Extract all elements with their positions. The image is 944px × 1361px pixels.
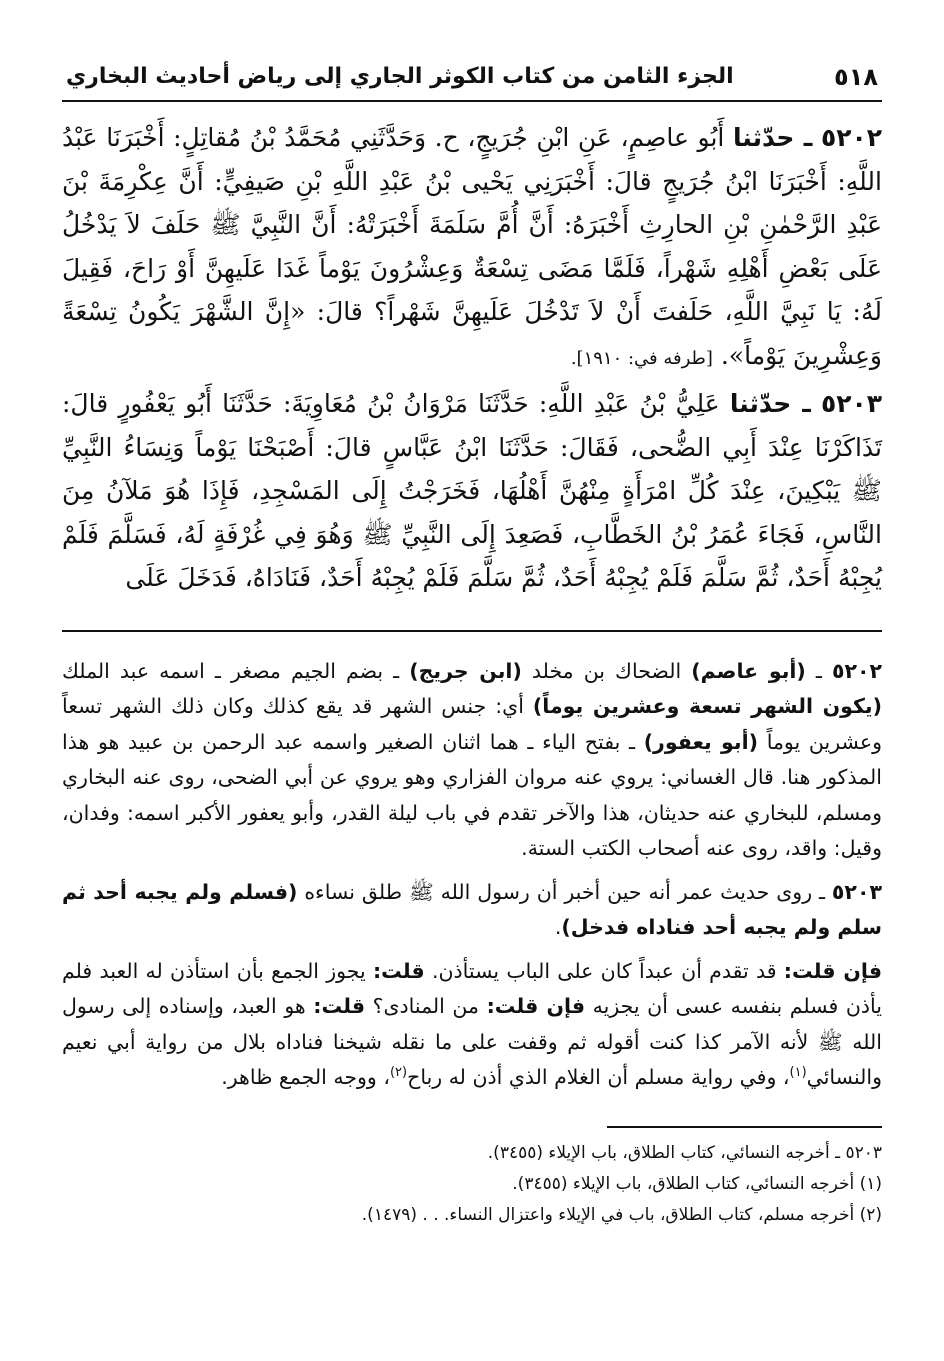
footnote: (٢) أخرجه مسلم، كتاب الطلاق، باب في الإيلاء واعتزال النساء. . . (١٤٧٩).	[361, 1204, 882, 1225]
hadith-body: عَلِيُّ بْنُ عَبْدِ اللَّهِ: حَدَّثَنَا مَرْوَانُ بْنُ مُعَاوِيَةَ: حَدَّثَنَا أَبُو يَعْفُورٍ قالَ: تَذَاكَرْنَا عِنْدَ أَبِي الضُّحى، فَقَالَ: حَدَّثَنَا ابْنُ عَبَّاسٍ قالَ: أَصْبَحْنَا يَوْماً وَنِسَاءُ النَّبِيِّ ﷺ يَبْكِينَ، عِنْدَ كُلِّ امْرَأَةٍ مِنْهُنَّ أَهْلُهَا، فَخَرَجْتُ إِلَى المَسْجِدِ، فَإِذَا هُوَ مَلآنُ مِنَ النَّاسِ، فَجَاءَ عُمَرُ بْنُ الخَطَّابِ، فَصَعِدَ إِلَى النَّبِيِّ ﷺ وَهُوَ فِي غُرْفَةٍ لَهُ، فَسَلَّمَ فَلَمْ يُجِبْهُ أَحَدٌ، ثُمَّ سَلَّمَ فَلَمْ يُجِبْهُ أَحَدٌ، ثُمَّ سَلَّمَ فَلَمْ يُجِبْهُ أَحَدٌ، فَنَادَاهُ، فَدَخَلَ عَلَى	[62, 389, 882, 592]
hadith-5203	[62, 382, 882, 600]
commentary	[62, 654, 882, 1096]
commentary-text: ، وفي رواية مسلم أن الغلام الذي أذن له رباح	[407, 1065, 790, 1089]
commentary-number: ٥٢٠٣	[831, 879, 882, 904]
question-marker: فإن قلت:	[783, 958, 882, 983]
commentary-text: يجوز الجمع بأن استأذن له العبد فلم يأذن فسلم بنفسه عسى أن يجزيه	[62, 958, 882, 1018]
page-number: ٥١٨	[834, 63, 878, 91]
commentary-text: ، ووجه الجمع ظاهر.	[221, 1065, 390, 1089]
commentary-discussion	[62, 954, 882, 1096]
commentary-5203	[62, 875, 882, 946]
footnote-marker[interactable]: (١)	[789, 1065, 807, 1081]
hadith-lead: ـ حدّثنا	[732, 123, 813, 152]
answer-marker: قلت:	[313, 994, 365, 1018]
commentary-text: ـ بفتح الياء ـ هما اثنان الصغير واسمه عبد الرحمن بن عبيد هو هذا المذكور هنا. قال الغساني: يروي عنه مروان الفزاري وهو يروي عن أبي الضحى، روى عنه البخاري ومسلم، للبخاري عنه حديثان، هذا والآخر تقدم في باب ليلة القدر، وأبو يعفور الأكبر اسمه: وفدان، وقيل: واقد، روى عنه أصحاب الكتب الستة.	[62, 729, 882, 860]
commentary-text: ـ بضم الجيم مصغر ـ اسمه عبد الملك	[62, 658, 400, 683]
commentary-text: .	[554, 915, 562, 939]
commentary-text: هو العبد، وإسناده إلى رسول الله ﷺ لأنه الآمر كذا كنت أقوله ثم وقفت على ما نقله شيخنا فناداه بلال من رواية أبي نعيم والنسائي	[62, 994, 882, 1089]
footnote: ٥٢٠٣ ـ أخرجه النسائي، كتاب الطلاق، باب الإيلاء (٣٤٥٥).	[487, 1142, 882, 1163]
commentary-5202	[62, 654, 882, 867]
commentary-text: قد تقدم أن عبداً كان على الباب يستأذن.	[431, 958, 777, 983]
commentary-term: (يكون الشهر تسعة وعشرين يوماً)	[532, 694, 882, 718]
commentary-number: ٥٢٠٢	[831, 658, 882, 683]
commentary-text: من المنادى؟	[372, 994, 480, 1018]
commentary-text: ـ روى حديث عمر أنه حين أخبر أن رسول الله ﷺ طلق نساءه	[304, 879, 826, 904]
hadith-lead: ـ حدّثنا	[729, 389, 811, 418]
commentary-text: ـ	[815, 658, 822, 683]
commentary-term: (أبو يعفور)	[643, 729, 758, 754]
footnote-marker[interactable]: (٢)	[389, 1065, 408, 1081]
running-title: الجزء الثامن من كتاب الكوثر الجاري إلى رياض أحاديث البخاري	[66, 64, 734, 89]
hadith-body: أَبُو عاصِمٍ، عَنِ ابْنِ جُرَيجٍ، ح. وَحَدَّثَنِي مُحَمَّدُ بْنُ مُقاتِلٍ: أَخْبَرَنَا عَبْدُ اللَّهِ: أَخْبَرَنَا ابْنُ جُرَيجٍ قالَ: أَخْبَرَنِي يَحْيى بْنُ عَبْدِ اللَّهِ بْنِ صَيفِيٍّ: أَنَّ عِكْرِمَةَ بْنَ عَبْدِ الرَّحْمٰنِ بْنِ الحارِثِ أَخْبَرَهُ: أَنَّ أُمَّ سَلَمَةَ أَخْبَرَتْهُ: أَنَّ النَّبِيَّ ﷺ حَلَفَ لاَ يَدْخُلُ عَلَى بَعْضِ أَهْلِهِ شَهْراً، فَلَمَّا مَضَى تِسْعَةٌ وَعِشْرُونَ يَوْماً غَدَا عَلَيهِنَّ أَوْ رَاحَ، فَقِيلَ لَهُ: يَا نَبِيَّ اللَّهِ، حَلَفتَ أَنْ لاَ تَدْخُلَ عَلَيهِنَّ شَهْراً؟ قالَ: «إِنَّ الشَّهْرَ يَكُونُ تِسْعَةً وَعِشْرِينَ يَوْماً».	[62, 123, 882, 370]
footnote-divider	[607, 1126, 882, 1128]
hadith-5202	[62, 116, 882, 380]
footnote: (١) أخرجه النسائي، كتاب الطلاق، باب الإيلاء (٣٤٥٥).	[512, 1173, 882, 1194]
answer-marker: قلت:	[372, 958, 425, 983]
hadith-text	[62, 116, 882, 600]
hadith-number: ٥٢٠٣	[820, 389, 883, 418]
commentary-term: (أبو عاصم)	[691, 658, 806, 683]
footnotes	[62, 1138, 882, 1231]
section-divider	[62, 630, 882, 632]
commentary-text: أي: جنس الشهر قد يقع كذلك وكان ذلك الشهر تسعاً وعشرين يوماً	[62, 694, 882, 754]
commentary-text: الضحاك بن مخلد	[531, 658, 682, 683]
cross-reference: [طرفه في: ١٩١٠].	[570, 347, 713, 369]
page-header	[62, 58, 882, 102]
question-marker: فإن قلت:	[486, 994, 586, 1018]
book-page	[62, 58, 882, 1321]
commentary-term: (ابن جريج)	[409, 658, 522, 683]
commentary-term: (فسلم ولم يجبه أحد ثم سلم ولم يجبه أحد فناداه فدخل)	[62, 879, 882, 939]
hadith-number: ٥٢٠٢	[820, 123, 883, 152]
